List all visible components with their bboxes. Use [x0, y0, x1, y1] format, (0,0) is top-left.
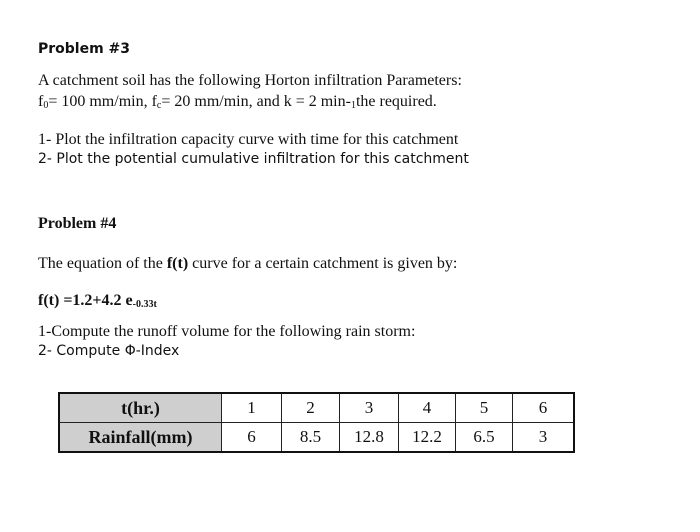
time-cell: 3	[340, 393, 399, 423]
rainfall-cell: 6	[222, 423, 282, 453]
rainfall-cell: 3	[513, 423, 575, 453]
equation-main: f(t) =1.2+4.2 e	[38, 292, 133, 309]
rainfall-cell: 12.2	[399, 423, 456, 453]
rainfall-table	[58, 392, 575, 453]
intro-pre: The equation of the	[38, 255, 167, 272]
problem-3-question-2: 2- Plot the potential cumulative infiltration for this catchment	[38, 151, 469, 167]
problem-3-parameters	[38, 93, 437, 111]
time-cell: 4	[399, 393, 456, 423]
time-cell: 1	[222, 393, 282, 423]
f0-value: = 100 mm/min, f	[48, 93, 157, 110]
k-unit-subscript: 1	[350, 100, 356, 111]
table-row-time	[59, 393, 574, 423]
rainfall-cell: 8.5	[282, 423, 340, 453]
time-cell: 2	[282, 393, 340, 423]
problem-3-title: Problem #3	[38, 41, 131, 57]
problem-3-intro: A catchment soil has the following Horton infiltration Parameters:	[38, 72, 462, 89]
problem-4-question-1: 1-Compute the runoff volume for the following rain storm:	[38, 323, 416, 340]
table-row-rainfall	[59, 423, 574, 453]
rainfall-cell: 6.5	[456, 423, 513, 453]
fc-subscript: c	[156, 100, 162, 111]
rainfall-cell: 12.8	[340, 423, 399, 453]
row-label-time: t(hr.)	[59, 393, 222, 423]
problem-4-equation	[38, 292, 157, 310]
problem-4-question-2: 2- Compute Φ-Index	[38, 343, 180, 359]
fc-value: = 20 mm/min, and k = 2 min-	[161, 93, 351, 110]
problem-4-intro	[38, 255, 457, 273]
f0-symbol: f	[38, 93, 44, 110]
time-cell: 5	[456, 393, 513, 423]
intro-post: curve for a certain catchment is given by:	[188, 255, 458, 272]
f0-subscript: 0	[43, 100, 49, 111]
problem-4-title: Problem #4	[38, 215, 117, 232]
problem-3-question-1: 1- Plot the infiltration capacity curve with time for this catchment	[38, 131, 459, 148]
required-text: the required.	[355, 93, 437, 110]
row-label-rainfall: Rainfall(mm)	[59, 423, 222, 453]
time-cell: 6	[513, 393, 575, 423]
equation-exponent: -0.33t	[132, 299, 157, 310]
ft-bold: f(t)	[166, 255, 189, 272]
